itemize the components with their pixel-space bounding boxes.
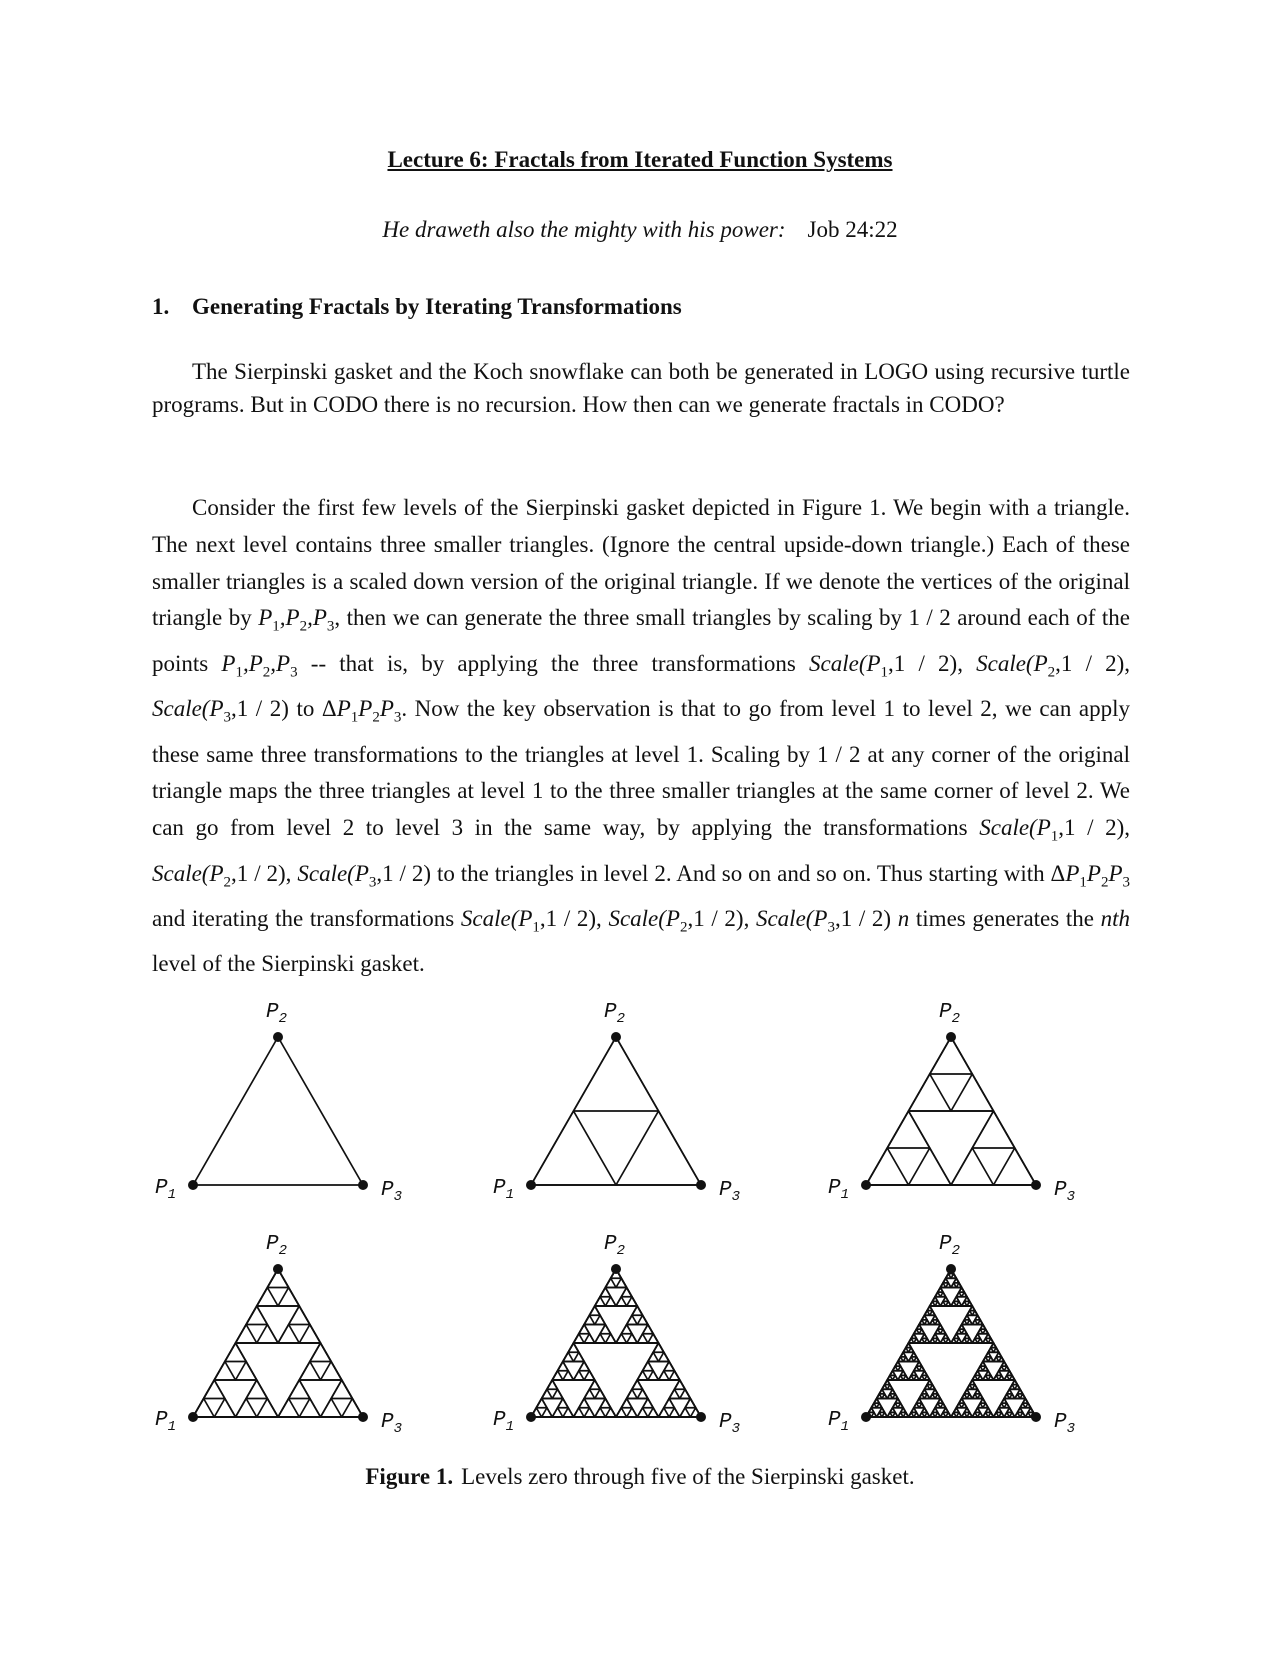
- gasket-triangle: [627, 1315, 638, 1324]
- gasket-triangle: [605, 1334, 616, 1343]
- gasket-triangle: [552, 1389, 563, 1398]
- math-expression: $Scale(P_2,1 / 2)$: [152, 860, 286, 891]
- gasket-triangle: [674, 1380, 685, 1389]
- gasket-triangle: [584, 1334, 595, 1343]
- text-run: -- that is, by applying the three transformations: [310, 650, 796, 676]
- vertex-label-p2: $P_2$: [266, 1233, 288, 1259]
- gasket-triangle: [605, 1297, 616, 1306]
- gasket-triangle: [236, 1325, 257, 1344]
- gasket-triangle: [627, 1297, 638, 1306]
- gasket-triangle: [951, 1074, 994, 1111]
- math-expression: $\Delta P_1P_2P_3$: [321, 696, 402, 726]
- vertex-label-p1: $P_1$: [493, 1409, 515, 1435]
- gasket-triangle: [236, 1362, 257, 1381]
- vertex-dot-p3: [696, 1180, 706, 1190]
- gasket-triangle: [579, 1362, 590, 1371]
- vertex-label-p1: $P_1$: [155, 1177, 177, 1203]
- gasket-level-1: [493, 1001, 740, 1205]
- gasket-triangle: [310, 1343, 331, 1362]
- gasket-triangle: [653, 1343, 664, 1352]
- gasket-triangle: [246, 1380, 267, 1399]
- text-run: Consider the first few levels of the Sierpinski gasket depicted in Figure 1. We begin with a triangle. The next level contains three smaller triangles. (Ignore the central upside-down triangle.) Each of these smaller triangles is a scaled down version of the original triangle. If we denote the vertices of the original triangle by: [152, 495, 1130, 631]
- math-expression: $P_1,P_2,P_3$: [221, 650, 298, 681]
- text-run: to the triangles in level 2. And so on and so on. Thus starting with: [436, 860, 1045, 886]
- text-run: and iterating the transformations: [152, 905, 455, 931]
- gasket-triangle: [257, 1325, 278, 1344]
- gasket-triangle: [627, 1334, 638, 1343]
- gasket-triangle: [321, 1399, 342, 1418]
- gasket-triangle: [542, 1408, 553, 1417]
- gasket-triangle: [579, 1325, 590, 1334]
- figure-caption-text: Levels zero through five of the Sierpinski gasket.: [461, 1464, 915, 1489]
- gasket-triangle: [584, 1315, 595, 1324]
- gasket-triangle: [204, 1380, 225, 1399]
- gasket-triangle: [659, 1352, 670, 1361]
- paragraph-intro: [152, 355, 1130, 421]
- math-expression: $Scale(P_3,1 / 2)$: [297, 860, 432, 891]
- gasket-triangle: [278, 1399, 299, 1418]
- gasket-triangle: [637, 1389, 648, 1398]
- gasket-triangle: [632, 1306, 643, 1315]
- gasket-triangle: [621, 1399, 632, 1408]
- gasket-level-0: [155, 1001, 402, 1205]
- gasket-triangle: [909, 1074, 952, 1111]
- gasket-triangle: [616, 1334, 627, 1343]
- gasket-triangle: [972, 1111, 1015, 1148]
- gasket-triangle: [637, 1408, 648, 1417]
- gasket-triangle: [563, 1408, 574, 1417]
- gasket-triangle: [214, 1399, 235, 1418]
- gasket-triangle: [621, 1288, 632, 1297]
- vertex-label-p3: $P_3$: [381, 1411, 403, 1437]
- math-expression: $Scale(P_2,1 / 2)$: [608, 905, 744, 936]
- gasket-triangle: [643, 1325, 654, 1334]
- gasket-triangle: [627, 1389, 638, 1398]
- gasket-triangle: [563, 1352, 574, 1361]
- vertex-label-p2: $P_2$: [604, 1001, 626, 1027]
- gasket-triangle: [616, 1408, 627, 1417]
- gasket-triangle: [558, 1399, 569, 1408]
- gasket-triangle: [595, 1389, 606, 1398]
- gasket-triangle: [558, 1362, 569, 1371]
- vertex-dot-p2: [611, 1264, 621, 1274]
- gasket-triangle: [225, 1343, 246, 1362]
- gasket-triangle: [236, 1399, 257, 1418]
- gasket-triangle: [595, 1408, 606, 1417]
- gasket-triangle: [584, 1371, 595, 1380]
- gasket-triangle: [600, 1399, 611, 1408]
- vertex-dot-p3: [358, 1180, 368, 1190]
- gasket-triangle: [680, 1408, 691, 1417]
- gasket-triangle: [584, 1408, 595, 1417]
- gasket-triangle: [574, 1352, 585, 1361]
- math-expression: $Scale(P_3,1 / 2)$: [755, 905, 892, 936]
- math-n: n: [897, 905, 910, 931]
- gasket-triangle: [637, 1334, 648, 1343]
- gasket-triangle: [547, 1380, 558, 1389]
- vertex-label-p1: $P_1$: [155, 1409, 177, 1435]
- gasket-triangle: [595, 1334, 606, 1343]
- gasket-triangle: [637, 1315, 648, 1324]
- vertex-label-p1: $P_1$: [493, 1177, 515, 1203]
- math-nth: nth: [1100, 905, 1131, 931]
- math-expression: 1 / 2: [908, 605, 951, 631]
- vertex-dot-p1: [861, 1180, 871, 1190]
- gasket-triangle: [648, 1408, 659, 1417]
- gasket-triangle: [574, 1408, 585, 1417]
- vertex-dot-p2: [946, 1032, 956, 1042]
- math-expression: $Scale(P_3,1 / 2)$: [152, 696, 289, 726]
- gasket-triangle: [616, 1111, 701, 1185]
- vertex-dot-p3: [358, 1412, 368, 1422]
- vertex-label-p1: $P_1$: [828, 1409, 850, 1435]
- text-run: level of the Sierpinski gasket.: [152, 951, 425, 977]
- math-expression: $\Delta P_1P_2P_3$: [1050, 860, 1131, 891]
- vertex-dot-p2: [946, 1264, 956, 1274]
- math-expression: 1 / 2: [817, 741, 861, 767]
- gasket-triangle: [552, 1408, 563, 1417]
- gasket-triangle: [669, 1408, 680, 1417]
- figure-caption-label: Figure 1.: [365, 1464, 454, 1489]
- math-expression: $Scale(P_2,1 / 2)$: [976, 650, 1125, 681]
- math-expression: $Scale(P_1,1 / 2)$: [809, 650, 958, 681]
- text-run: around each of the points: [152, 605, 1130, 676]
- figure-caption: [0, 1462, 1280, 1492]
- gasket-triangle: [632, 1380, 643, 1389]
- gasket-triangle: [331, 1380, 352, 1399]
- gasket-triangle: [246, 1306, 267, 1325]
- gasket-triangle: [595, 1315, 606, 1324]
- gasket-triangle: [584, 1389, 595, 1398]
- section-heading: [152, 292, 682, 322]
- vertex-label-p1: $P_1$: [828, 1177, 850, 1203]
- epigraph-quote: He draweth also the mighty with his power:: [382, 217, 786, 242]
- gasket-triangle: [605, 1408, 616, 1417]
- gasket-triangle: [589, 1380, 600, 1389]
- vertex-label-p3: $P_3$: [719, 1179, 741, 1205]
- text-run: . Now the key observation is that to go from level 1 to level 2, we can apply these same three transformations to the triangles at level 1. Scaling by: [152, 696, 1130, 767]
- math-expression: $P_1,P_2,P_3$: [258, 605, 335, 635]
- gasket-triangle: [648, 1334, 659, 1343]
- gasket-triangle: [616, 1278, 627, 1287]
- gasket-triangle: [659, 1408, 670, 1417]
- vertex-dot-p3: [1031, 1180, 1041, 1190]
- gasket-triangle: [289, 1380, 310, 1399]
- gasket-triangle: [299, 1362, 320, 1381]
- gasket-triangle: [568, 1343, 579, 1352]
- vertex-dot-p3: [696, 1412, 706, 1422]
- gasket-triangle: [257, 1399, 278, 1418]
- vertex-label-p2: $P_2$: [266, 1001, 288, 1027]
- gasket-triangle: [659, 1371, 670, 1380]
- gasket-triangle: [542, 1389, 553, 1398]
- vertex-dot-p2: [611, 1032, 621, 1042]
- gasket-level-3: [155, 1233, 402, 1437]
- vertex-label-p3: $P_3$: [1054, 1411, 1076, 1437]
- math-expression: $Scale(P_1,1 / 2)$: [979, 815, 1125, 845]
- text-run: , then we can generate the three small triangles by scaling by: [334, 605, 902, 631]
- gasket-triangle: [278, 1325, 299, 1344]
- gasket-triangle: [574, 1371, 585, 1380]
- gasket-triangle: [648, 1371, 659, 1380]
- math-expression: $Scale(P_1,1 / 2)$: [460, 905, 597, 936]
- gasket-triangle: [299, 1399, 320, 1418]
- vertex-label-p3: $P_3$: [1054, 1179, 1076, 1205]
- vertex-label-p2: $P_2$: [939, 1001, 961, 1027]
- gasket-triangle: [685, 1399, 696, 1408]
- gasket-triangle: [595, 1297, 606, 1306]
- vertex-dot-p1: [188, 1412, 198, 1422]
- gasket-triangle: [579, 1399, 590, 1408]
- gasket-triangle: [289, 1306, 310, 1325]
- gasket-level-5: [828, 1233, 1075, 1437]
- gasket-triangle: [643, 1399, 654, 1408]
- vertex-label-p3: $P_3$: [719, 1411, 741, 1437]
- gasket-triangle: [627, 1408, 638, 1417]
- vertex-label-p2: $P_2$: [604, 1233, 626, 1259]
- vertex-dot-p1: [526, 1180, 536, 1190]
- text-run: to: [296, 696, 315, 722]
- paragraph-explanation: Consider the first few levels of the Sierpinski gasket depicted in Figure 1. We begin with a triangle. The next level contains three smaller triangles. (Ignore the central upside-down triangle.) Each of these smaller triangles is a scaled down version of the original triangle. If we denote the vertices of the original triangle by $P_1,P_2,P_3$, then we can generate the three small triangles by scaling by 1 / 2 around each of the points $P_1,P_2,P_3$ -- that is, by applying the three transformations $Scale(P_1,1 / 2)$, $Scale(P_2,1 / 2)$, $Scale(P_3,1 / 2)$ to $\Delta P_1P_2P_3$. Now the key observation is that to go from level 1 to level 2, we can apply these same three transformations to the triangles at level 1. Scaling by 1 / 2 at any corner of the original triangle maps the three triangles at level 1 to the three smaller triangles at the same corner of level 2. We can go from level 2 to level 3 in the same way, by applying the transformations $Scale(P_1,1 / 2)$, $Scale(P_2,1 / 2)$, $Scale(P_3,1 / 2)$ to the triangles in level 2. And so on and so on. Thus starting with $\Delta P_1P_2P_3$ and iterating the transformations $Scale(P_1,1 / 2)$, $Scale(P_2,1 / 2)$, $Scale(P_3,1 / 2)$ n times generates the nth level of the Sierpinski gasket.: [152, 495, 1131, 977]
- gasket-triangle: [669, 1389, 680, 1398]
- gasket-triangle: [648, 1352, 659, 1361]
- gasket-triangle: [600, 1325, 611, 1334]
- gasket-triangle: [214, 1362, 235, 1381]
- vertex-dot-p1: [861, 1412, 871, 1422]
- gasket-triangle: [951, 1148, 994, 1185]
- section-number: 1.: [152, 294, 170, 319]
- gasket-triangle: [193, 1037, 363, 1185]
- vertex-dot-p3: [1031, 1412, 1041, 1422]
- gasket-triangle: [531, 1111, 616, 1185]
- gasket-triangle: [637, 1371, 648, 1380]
- gasket-triangle: [664, 1362, 675, 1371]
- gasket-triangle: [994, 1148, 1037, 1185]
- gasket-triangle: [589, 1306, 600, 1315]
- vertex-label-p3: $P_3$: [381, 1179, 403, 1205]
- vertex-dot-p2: [273, 1032, 283, 1042]
- gasket-triangle: [257, 1288, 278, 1307]
- gasket-triangle: [299, 1325, 320, 1344]
- gasket-triangle: [616, 1297, 627, 1306]
- gasket-triangle: [563, 1371, 574, 1380]
- paragraph-intro-text: The Sierpinski gasket and the Koch snowflake can both be generated in LOGO using recursive turtle programs. But in CODO there is no recursion. How then can we generate fractals in CODO?: [152, 359, 1130, 417]
- gasket-triangle: [866, 1148, 909, 1185]
- gasket-triangle: [536, 1399, 547, 1408]
- gasket-triangle: [600, 1288, 611, 1297]
- gasket-level-4: [493, 1233, 740, 1437]
- page-title: Lecture 6: Fractals from Iterated Function Systems: [387, 147, 893, 172]
- gasket-triangle: [621, 1325, 632, 1334]
- text-run: at any corner of the original triangle maps the three triangles at level 1 to the three smaller triangles at the same corner of level 2. We can go from level 2 to level 3 in the same way, by applying the transformations: [152, 741, 1131, 841]
- gasket-triangle: [887, 1111, 930, 1148]
- sierpinski-figure: [0, 980, 1280, 1450]
- gasket-triangle: [664, 1399, 675, 1408]
- epigraph: [0, 215, 1280, 245]
- gasket-triangle: [605, 1278, 616, 1287]
- gasket-triangle: [680, 1389, 691, 1398]
- gasket-triangle: [930, 1037, 973, 1074]
- vertex-dot-p1: [526, 1412, 536, 1422]
- gasket-triangle: [574, 1334, 585, 1343]
- gasket-triangle: [909, 1148, 952, 1185]
- gasket-triangle: [552, 1371, 563, 1380]
- gasket-triangle: [669, 1371, 680, 1380]
- vertex-dot-p1: [188, 1180, 198, 1190]
- text-run: times generates the: [915, 905, 1094, 931]
- gasket-triangle: [321, 1362, 342, 1381]
- epigraph-citation: Job 24:22: [807, 217, 898, 242]
- gasket-triangle: [574, 1037, 659, 1111]
- gasket-triangle: [278, 1288, 299, 1307]
- vertex-label-p2: $P_2$: [939, 1233, 961, 1259]
- section-title: Generating Fractals by Iterating Transformations: [192, 294, 682, 319]
- vertex-dot-p2: [273, 1264, 283, 1274]
- gasket-triangle: [643, 1362, 654, 1371]
- gasket-level-2: [828, 1001, 1075, 1205]
